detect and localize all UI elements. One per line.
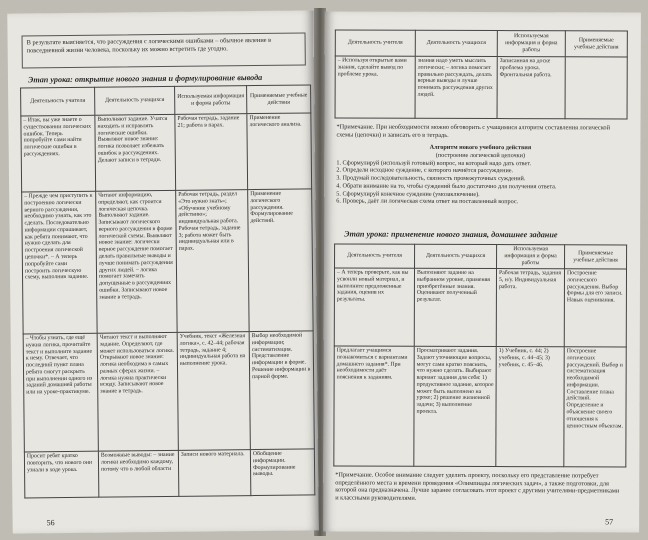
header-teacher: Деятельность учителя <box>21 87 95 116</box>
algorithm-subtitle: (построение логической цепочки) <box>435 151 526 159</box>
header-actions: Применяемые учебные действия <box>565 31 627 57</box>
algorithm-step: 5. Сформулируй конечное суждение (умозаключение). <box>336 189 480 198</box>
left-page <box>7 10 318 533</box>
right-stage-title: Этап урока: применение нового знания, домашнее задание <box>344 229 558 240</box>
header-info: Используемая информация и форма работы <box>175 86 247 115</box>
table-cell: – Чтобы узнать, где ещё нужна логика, прочитайте текст и выполните задание к нему. Отвечает, что последний пункт плана ребята смогут раскрыть при выполнении одного из заданий домашней работы или на уроке-практикуме. <box>23 333 98 452</box>
table-cell: – Прежде чем приступить к построению логически верного рассуждения, необходимо узнать, как это сделать. Последовательно информации спрашивает, как ребята понимают, что нужно сделать для построения логической цепочки*. – А теперь попробуйте сами построить логическую схему, выполнив задание. <box>22 191 97 334</box>
table-cell: Рабочая тетрадь, задания 5, н/у. Индивидуальная работа. <box>496 269 564 347</box>
intro-box: В результате выясняется, что рассуждения с логическими ошибками – обычное явление в повседневной жизни человека, поскольку их можно встретить где угодно. <box>22 32 306 68</box>
note-2: *Примечание. Особое внимание следует уделить проекту, поскольку его представление потребует определённого места и времени проведения «Олимпиады логических задач», а также подготовки, для которой она предназначена. Лучше заранее согласовать этот проект с другими учителями-предметниками и классными руководителями. <box>335 471 620 502</box>
table-header-row <box>335 30 627 57</box>
table-cell: Учебник, текст «Железная логика», с. 42–44; рабочая тетрадь, задание 4; индивидуальная работа на выполнение урока. <box>177 332 250 451</box>
table-row <box>334 268 626 347</box>
algorithm-step: 6. Проверь, даёт ли логическая схема ответ на поставленный вопрос. <box>336 197 519 206</box>
algorithm-step: 1. Сформулируй (используй готовый) вопрос, на который надо дать ответ. <box>336 158 532 167</box>
table-cell: Рабочая тетрадь, раздел «Это нужно знать»; «Обучение учебному действию»; индивидуальная работа. Рабочая тетрадь, задание 3; работа может быть индивидуальная или в парах. <box>176 190 249 333</box>
table-cell: Построение логического рассуждения. Выбор формы для его записи. Навык оценивания. <box>564 269 626 347</box>
table-cell: Применение логического анализа. <box>247 113 312 190</box>
header-students: Деятельность учащихся <box>95 86 175 115</box>
left-stage-title: Этап урока: открытие нового знания и формулирование вывода <box>27 72 263 85</box>
table-cell: – Используя открытые вами знания, сделайте вывод по проблеме урока. <box>335 56 415 118</box>
table-cell: Построение логических рассуждений. Выбор и систематизация необходимой информации. Составление плана действий. Определение и объяснение своего отношения к ценностным объектам. <box>564 347 626 467</box>
header-teacher: Деятельность учителя <box>335 30 415 56</box>
header-info: Используемая информация и форма работы <box>497 245 565 269</box>
table-row <box>23 331 314 452</box>
header-actions: Применяемые учебные действия <box>565 245 627 269</box>
table-row <box>24 449 314 498</box>
table-row <box>22 189 313 334</box>
right-lesson-table <box>333 243 627 467</box>
table-cell: Обобщение информации. Формулирование выводы. <box>250 449 314 496</box>
table-cell: знания надо уметь мыслить логически; – логика помогает правильно рассуждать, делать верные выводы и лучше понимать рассуждения других людей. <box>415 56 497 118</box>
algorithm-step: 2. Определи исходное суждение, с которого начнётся рассуждение. <box>336 166 514 175</box>
table-cell: Возможные выводы: – знание логики необходимо каждому, потому что в любой области <box>98 450 178 497</box>
table-row <box>334 346 626 467</box>
note-1: *Примечание. При необходимости можно обговорить с учащимися алгоритм составления логической схемы (цепочки) и записать его в тетрадь. <box>336 123 610 139</box>
right-top-table <box>335 29 628 119</box>
header-info: Используемая информация и форма работы <box>497 31 565 57</box>
header-students: Деятельность учащихся <box>415 244 497 268</box>
table-cell <box>565 57 627 119</box>
table-cell: Читают информацию, определяют, как строится логическая цепочка. Выполняют задание. Записывают логического верного рассуждения в форме логической схемы. Выявляют новое знание: логически верное рассуждение помогает делать правильные выводы и лучше понимать рассуждения других людей. – логика помогает замечать допущенные в рассуждениях ошибки. Записывают новое знание в тетрадь. <box>96 190 177 333</box>
table-cell: Предлагает учащимся познакомиться с вариантами домашнего задания*. При необходимости даёт пояснения к заданиям. <box>334 346 414 466</box>
table-cell: Выполняют задание. Учатся находить и исправлять логические ошибки. Выявляют новое знание: логика позволяет избежать ошибок в рассуждениях. Делают записи в тетради. <box>95 114 176 191</box>
table-cell: Применение логического рассуждения. Формулирование действий. <box>248 189 313 332</box>
header-actions: Применяемые учебные действия <box>247 85 311 114</box>
table-cell: Записи нового материала. <box>178 450 250 497</box>
table-cell: – Итак, вы уже знаете о существовании логических ошибок. Теперь попробуйте сами найти логические ошибки в рассуждениях. <box>21 115 96 192</box>
table-cell: – А теперь проверьте, как вы усвоили новый материал, и выполните предложенные задания, оценив их результаты. <box>334 268 414 346</box>
table-cell: 1) Учебник, с. 44; 2) учебник, с. 44–45; 3) учебник, с. 45–46. <box>496 347 564 467</box>
table-cell: Рабочая тетрадь, задание 21; работа в парах. <box>175 114 248 191</box>
left-page-number: 56 <box>46 518 55 528</box>
header-teacher: Деятельность учителя <box>335 244 415 268</box>
header-students: Деятельность учащихся <box>415 30 497 56</box>
table-cell: Записанная на доске проблема урока. Фронтальная работа. <box>497 57 565 119</box>
right-page <box>323 11 641 532</box>
table-cell: Просит ребят кратко повторить, что нового они узнали в ходе урока. <box>24 451 98 498</box>
algorithm-step: 3. Продумай последовательность, связность промежуточных суждений. <box>336 174 526 183</box>
table-row <box>21 113 312 192</box>
algorithm-title: Алгоритм нового учебного действия <box>429 143 532 152</box>
table-row <box>335 56 627 119</box>
table-cell: Выполняют задание на выбранном уровне, применяя приобретённые знания. Оценивают полученный результат. <box>414 268 496 346</box>
algorithm-step: 4. Обрати внимание на то, чтобы суждений было достаточно для получения ответа. <box>336 182 557 191</box>
table-cell: Читают текст и выполняют задание. Определяют, где может использоваться логика. Открывают новое знание: логика необходима в самых разных сферах жизни. – логика нужна практически всюду. Записывают новое знание в тетрадь. <box>97 332 178 451</box>
table-cell: Просматривают задания. Задают уточняющие вопросы, могут сами кратко пояснить, что нужно сделать. Выбирают вариант задания для себя: 1) продуктивное задание, которое может быть выполнено на уроке; 2) решение жизненной задачи; 3) выполнение проекта. <box>414 346 496 466</box>
table-header-row <box>21 85 311 116</box>
left-lesson-table <box>20 84 315 498</box>
table-cell: Выбор необходимой информации; систематизация. Представление информации в форме. Решение информации в парной форме. <box>249 331 314 450</box>
right-page-number: 57 <box>605 517 614 527</box>
algorithm-block <box>336 143 624 206</box>
table-header-row <box>335 244 627 269</box>
